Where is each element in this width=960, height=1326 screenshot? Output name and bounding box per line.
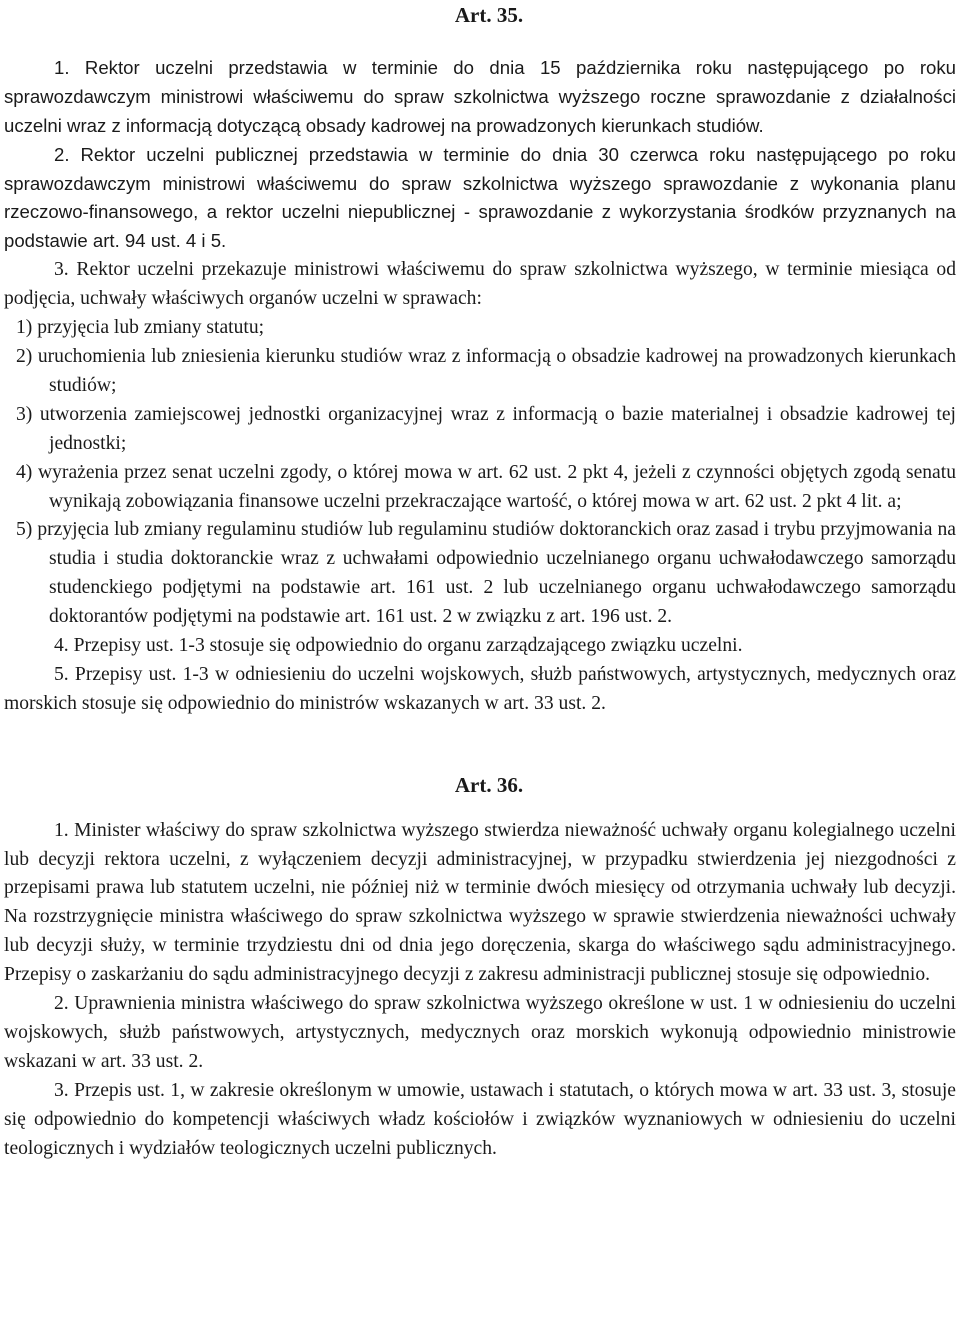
art35-list-item-1: 1) przyjęcia lub zmiany statutu; (16, 317, 265, 339)
art36-paragraph-1: 1. Minister właściwy do spraw szkolnictwa wyższego stwierdza nieważność uchwały organu kolegialnego uczelni lub decyzji rektora uczelni, z wyłączeniem decyzji administracyjnej, w przypadku stwierdzenia jej niezgodności z przepisami prawa lub statutem uczelni, nie później niż w terminie dwóch miesięcy od otrzymania uchwały lub decyzji. Na rozstrzygnięcie ministra właściwego do spraw szkolnictwa wyższego w sprawie stwierdzenia nieważności uchwały lub decyzji służy, w terminie trzydziestu dni od dnia jego doręczenia, skarga do właściwego sądu administracyjnego. Przepisy o zaskarżaniu do sądu administracyjnego decyzji z zakresu administracji publicznej stosuje się odpowiednio. (4, 819, 956, 986)
art35-list-item-3: 3) utworzenia zamiejscowej jednostki organizacyjnej wraz z informacją o bazie materialnej i obsadzie kadrowej tej jednostki; (16, 403, 956, 454)
art36-paragraph-3: 3. Przepis ust. 1, w zakresie określonym w umowie, ustawach i statutach, o których mowa w art. 33 ust. 3, stosuje się odpowiednio do kompetencji właściwych władz kościołów i związków wyznaniowych w odniesieniu do uczelni teologicznych i wydziałów teologicznych uczelni publicznych. (4, 1079, 956, 1159)
art35-paragraph-4: 4. Przepisy ust. 1-3 stosuje się odpowiednio do organu zarządzającego związku uczelni. (54, 635, 743, 657)
article-35-heading: Art. 35. (454, 3, 524, 27)
article-36-heading: Art. 36. (454, 772, 524, 797)
art35-list-item-2: 2) uruchomienia lub zniesienia kierunku studiów wraz z informacją o obsadzie kadrowej na prowadzonych kierunkach studiów; (16, 345, 956, 396)
art35-paragraph-2: 2. Rektor uczelni publicznej przedstawia w terminie do dnia 30 czerwca roku następującego po roku sprawozdawczym ministrowi właściwemu do spraw szkolnictwa wyższego sprawozdanie z wykonania planu rzeczowo-finansowego, a rektor uczelni niepublicznej - sprawozdanie z wykorzystania środków przyznanych na podstawie art. 94 ust. 4 i 5. (4, 143, 956, 252)
art35-paragraph-5: 5. Przepisy ust. 1-3 w odniesieniu do uczelni wojskowych, służb państwowych, artystycznych, medycznych oraz morskich stosuje się odpowiednio do ministrów wskazanych w art. 33 ust. 2. (4, 663, 956, 714)
art35-paragraph-1: 1. Rektor uczelni przedstawia w terminie do dnia 15 października roku następującego po roku sprawozdawczym ministrowi właściwemu do spraw szkolnictwa wyższego roczne sprawozdanie z działalności uczelni wraz z informacją dotyczącą obsady kadrowej na prowadzonych kierunkach studiów. (4, 56, 956, 136)
art36-paragraph-2: 2. Uprawnienia ministra właściwego do spraw szkolnictwa wyższego określone w ust. 1 w odniesieniu do uczelni wojskowych, służb państwowych, artystycznych, medycznych oraz morskich wykonują odpowiednio ministrowie wskazani w art. 33 ust. 2. (4, 993, 956, 1072)
document-page (4, 0, 956, 1164)
art35-list-item-4: 4) wyrażenia przez senat uczelni zgody, o której mowa w art. 62 ust. 2 pkt 4, jeżeli z czynności objętych zgodą senatu wynikają zobowiązania finansowe uczelni przekraczające wartość, o której mowa w art. 62 ust. 2 pkt 4 lit. a; (16, 461, 956, 512)
art35-paragraph-3: 3. Rektor uczelni przekazuje ministrowi właściwemu do spraw szkolnictwa wyższego, w terminie miesiąca od podjęcia, uchwały właściwych organów uczelni w sprawach: (4, 259, 956, 310)
art35-list-item-5: 5) przyjęcia lub zmiany regulaminu studiów lub regulaminu studiów doktoranckich oraz zasad i trybu przyjmowania na studia i studia doktoranckie wraz z uchwałami odpowiednio uczelnianego organu uchwałodawczego samorządu studenckiego podjętymi na podstawie art. 161 ust. 2 lub uczelnianego organu uchwałodawczego samorządu doktorantów podjętymi na podstawie art. 161 ust. 2 w związku z art. 196 ust. 2. (16, 519, 956, 628)
